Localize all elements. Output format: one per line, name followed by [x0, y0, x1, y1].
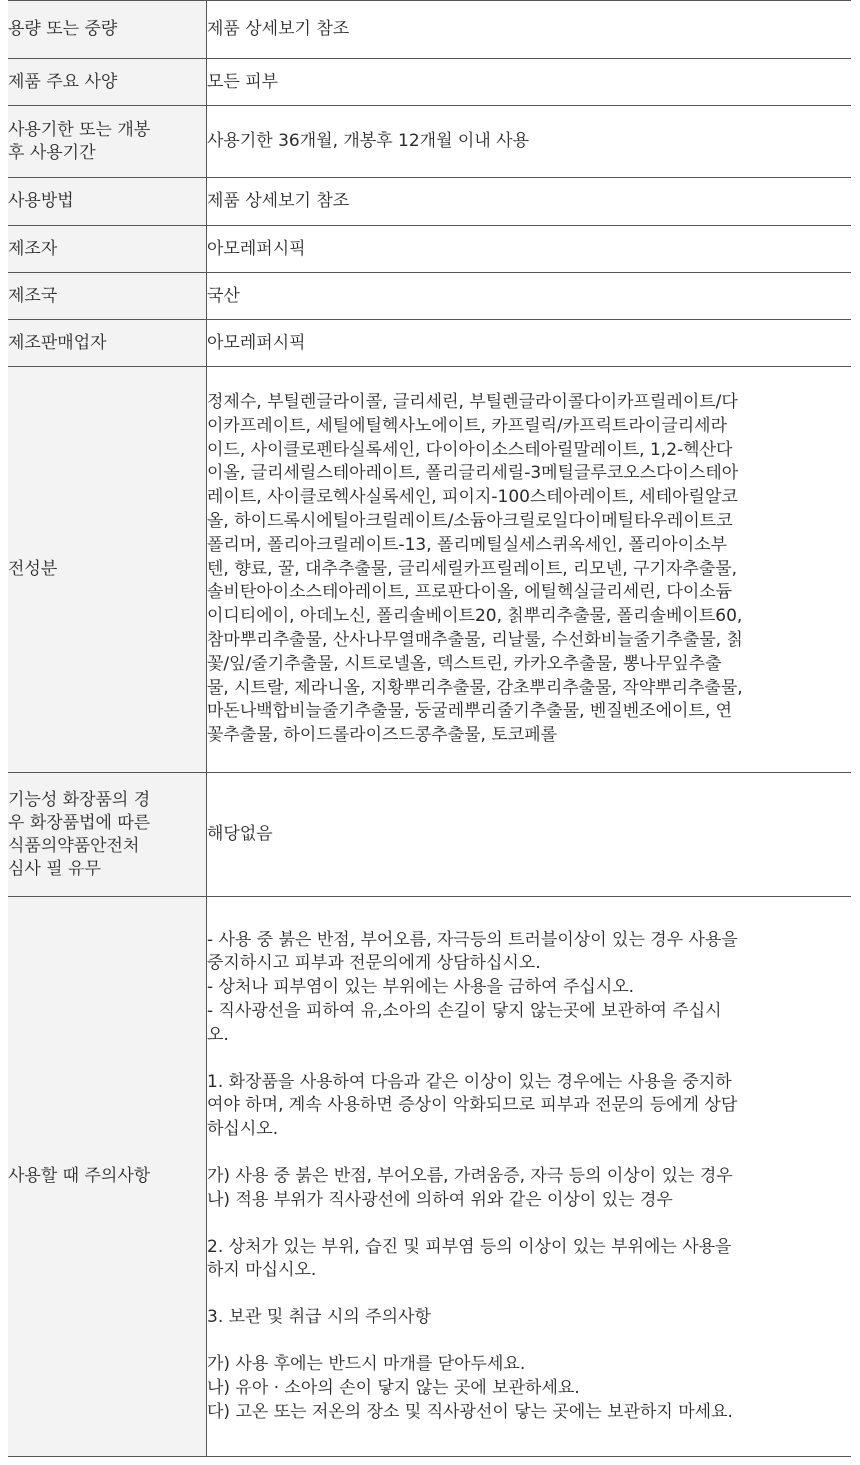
row-value-manufacturer: 아모레퍼시픽 [207, 238, 306, 259]
row-value-capacity: 제품 상세보기 참조 [207, 19, 350, 39]
row-value-functional: 해당없음 [207, 824, 273, 844]
caution-paragraph-3: 3. 보관 및 취급 시의 주의사항 [207, 1307, 431, 1328]
row-label-manufacturer: 제조자 [8, 226, 207, 273]
table-row [8, 178, 851, 226]
caution-paragraph-3-items: 가) 사용 후에는 반드시 마개를 닫아두세요. 나) 유아 · 소아의 손이 닿지 않는 곳에 보관하세요. 다) 고온 또는 저온의 장소 및 직사광선이 닿는 곳에는 보관하지 마세요. [207, 1353, 733, 1422]
paragraph-spacer [207, 1213, 851, 1236]
paragraph-spacer [207, 1048, 851, 1071]
row-label-usage: 사용방법 [8, 178, 207, 226]
table-row [8, 1, 851, 59]
row-label-functional: 기능성 화장품의 경 우 화장품법에 따른 식품의약품안전처 심사 필 유무 [8, 773, 207, 897]
row-value-caution [207, 897, 852, 1457]
row-value-spec: 모든 피부 [207, 71, 279, 92]
table-row [8, 226, 851, 273]
caution-paragraph-general: - 사용 중 붉은 반점, 부어오름, 자극등의 트러블이상이 있는 경우 사용을 중지하시고 피부과 전문의에게 상담하십시오. - 상처나 피부염이 있는 부위에는 사용을 금하여 주십시오. - 직사광선을 피하여 유,소아의 손길이 닿지 않는곳에 보관하여 주십시 오. [207, 929, 738, 1045]
row-label-country: 제조국 [8, 273, 207, 320]
row-label-expiry: 사용기한 또는 개봉 후 사용기간 [8, 106, 207, 178]
row-value-ingredients: 정제수, 부틸렌글라이콜, 글리세린, 부틸렌글라이콜다이카프릴레이트/다 이카프레이트, 세틸에틸헥사노에이트, 카프릴릭/카프릭트라이글리세라 이드, 사이클로펜타실록세인, 다이아이소스테아릴말레이트, 1,2-헥산다 이올, 글리세릴스테아레이트, 폴리글리세릴-3메틸글루코오스다이스테아 레이트, 사이클로헥사실록세인, 피이지-100스테아레이트, 세테아릴알코 올, 하이드록시에틸아크릴레이트/소듐아크릴로일다이메틸타우레이트코 폴리머, 폴리아크릴레이트-13, 폴리메틸실세스퀴옥세인, 폴리아이소부 텐, 향료, 꿀, 대추추출물, 글리세릴카프릴레이트, 리모넨, 구기자추출물, 솔비탄아이소스테아레이트, 프로판다이올, 에틸헥실글리세린, 다이소듐 이디티에이, 아데노신, 폴리솔베이트20, 칡뿌리추출물, 폴리솔베이트60, 참마뿌리추출물, 산사나무열매추출물, 리날룰, 수선화비늘줄기추출물, 칡 꽃/잎/줄기추출물, 시트로넬올, 덱스트린, 카카오추출물, 뽕나무잎추출 물, 시트랄, 제라니올, 지황뿌리추출물, 감초뿌리추출물, 작약뿌리추출물, 마돈나백합비늘줄기추출물, 둥굴레뿌리줄기추출물, 벤질벤조에이트, 연 꽃추출물, 하이드롤라이즈드콩추출물, 토코페롤 [207, 392, 743, 746]
paragraph-spacer [207, 1330, 851, 1353]
row-label-spec: 제품 주요 사양 [8, 59, 207, 106]
row-value-usage: 제품 상세보기 참조 [207, 191, 350, 211]
table-row [8, 367, 851, 773]
paragraph-spacer [207, 1283, 851, 1306]
row-label-seller: 제조판매업자 [8, 320, 207, 367]
row-value-expiry: 사용기한 36개월, 개봉후 12개월 이내 사용 [207, 131, 530, 151]
table-row [8, 773, 851, 897]
caution-paragraph-1-items: 가) 사용 중 붉은 반점, 부어오름, 가려움증, 자극 등의 이상이 있는 경우 나) 적용 부위가 직사광선에 의하여 위와 같은 이상이 있는 경우 [207, 1166, 733, 1210]
row-label-caution: 사용할 때 주의사항 [8, 897, 207, 1457]
table-row [8, 106, 851, 178]
paragraph-spacer [207, 1142, 851, 1165]
table-row [8, 59, 851, 106]
row-label-capacity: 용량 또는 중량 [8, 1, 207, 59]
product-info-container [8, 0, 851, 1457]
table-row [8, 320, 851, 367]
row-value-seller: 아모레퍼시픽 [207, 332, 306, 353]
table-row [8, 273, 851, 320]
caution-paragraph-1: 1. 화장품을 사용하여 다음과 같은 이상이 있는 경우에는 사용을 중지하 여야 하며, 계속 사용하면 증상이 악화되므로 피부과 전문의 등에게 상담 하십시오. [207, 1071, 738, 1140]
product-info-table [8, 0, 851, 1457]
row-label-ingredients: 전성분 [8, 367, 207, 773]
row-value-country: 국산 [207, 285, 240, 306]
caution-paragraph-2: 2. 상처가 있는 부위, 습진 및 피부염 등의 이상이 있는 부위에는 사용을 하지 마십시오. [207, 1236, 732, 1281]
table-row [8, 897, 851, 1457]
